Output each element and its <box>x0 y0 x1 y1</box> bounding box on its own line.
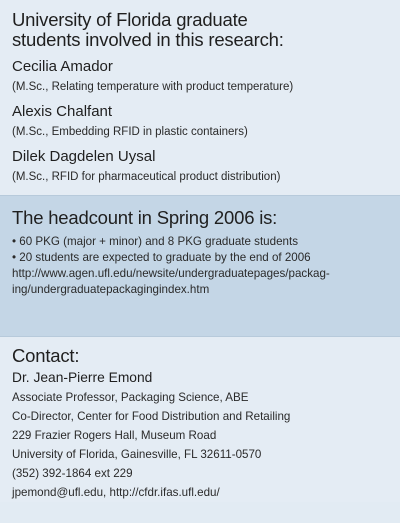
students-heading-line-2: students involved in this research: <box>12 29 284 50</box>
student-name: Dilek Dagdelen Uysal <box>12 148 156 165</box>
contact-phone: (352) 392-1864 ext 229 <box>12 467 133 480</box>
student-detail: (M.Sc., RFID for pharmaceutical product distribution) <box>12 171 281 183</box>
student-detail: (M.Sc., Relating temperature with product temperature) <box>12 81 294 93</box>
contact-name: Dr. Jean-Pierre Emond <box>12 370 153 385</box>
student-name: Cecilia Amador <box>12 58 113 75</box>
student-detail: (M.Sc., Embedding RFID in plastic containers) <box>12 126 248 138</box>
student-entry <box>12 99 390 139</box>
contact-section <box>0 337 400 502</box>
student-entry <box>12 54 390 94</box>
headcount-url-line-1: http://www.agen.ufl.edu/newsite/undergraduatepages/packag- <box>12 267 330 280</box>
student-name: Alexis Chalfant <box>12 103 113 120</box>
contact-address: 229 Frazier Rogers Hall, Museum Road <box>12 429 217 442</box>
contact-city: University of Florida, Gainesville, FL 32611-0570 <box>12 448 262 461</box>
contact-email-web: jpemond@ufl.edu, http://cfdr.ifas.ufl.edu/ <box>12 486 220 499</box>
contact-heading: Contact: <box>12 345 80 366</box>
student-entry <box>12 144 390 184</box>
headcount-heading: The headcount in Spring 2006 is: <box>12 207 278 228</box>
headcount-url-line-2: ing/undergraduatepackagingindex.htm <box>12 283 210 296</box>
headcount-bullet-2: • 20 students are expected to graduate by the end of 2006 <box>12 251 311 264</box>
students-heading <box>12 10 390 50</box>
headcount-bullet-1: • 60 PKG (major + minor) and 8 PKG graduate students <box>12 235 298 248</box>
students-section <box>0 0 400 195</box>
contact-title: Associate Professor, Packaging Science, ABE <box>12 391 249 404</box>
headcount-section <box>0 195 400 337</box>
contact-role: Co-Director, Center for Food Distribution and Retailing <box>12 410 291 423</box>
students-heading-line-1: University of Florida graduate <box>12 9 248 30</box>
